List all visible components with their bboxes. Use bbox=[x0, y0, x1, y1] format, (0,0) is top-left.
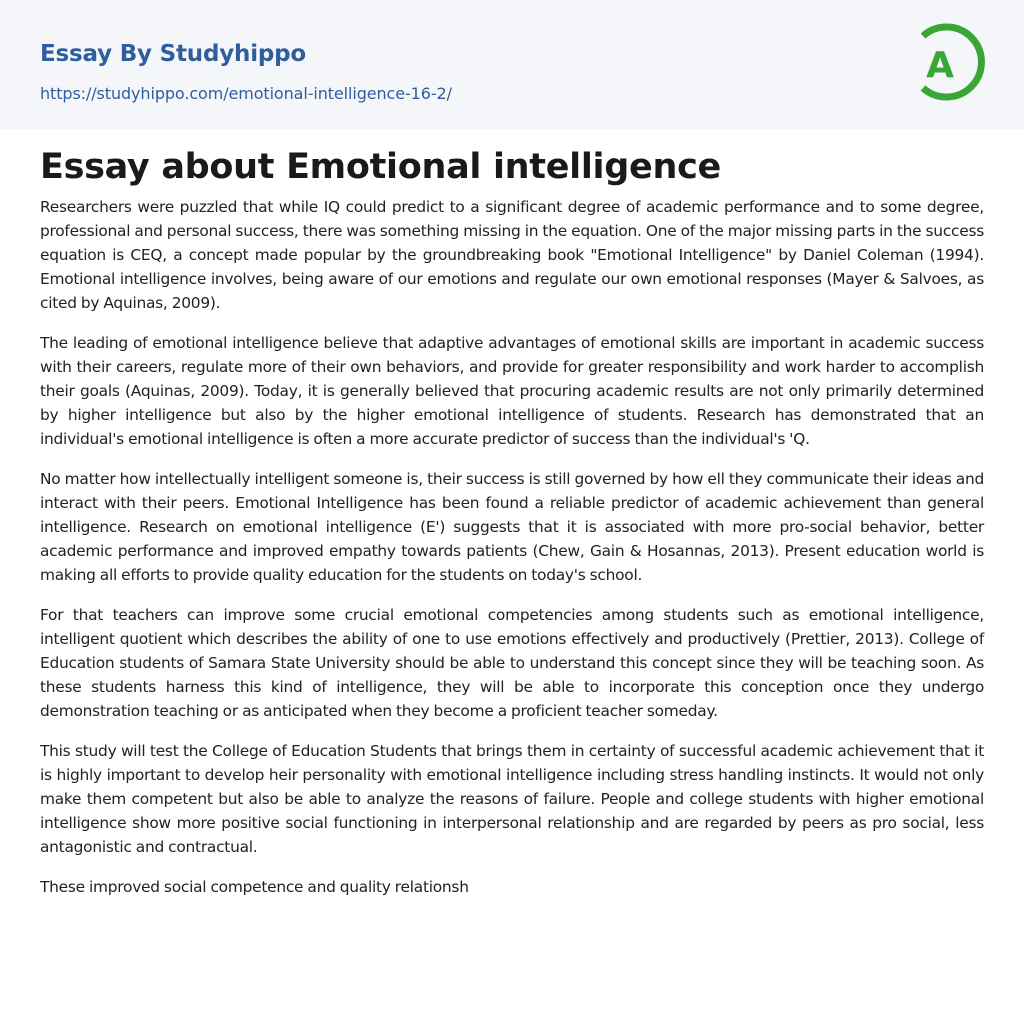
logo-letter: A bbox=[926, 45, 954, 86]
page-url-link[interactable]: https://studyhippo.com/emotional-intelligence-16-2/ bbox=[40, 84, 452, 103]
studyhippo-logo-icon[interactable] bbox=[910, 18, 988, 106]
article-title: Essay about Emotional intelligence bbox=[40, 147, 721, 187]
site-header bbox=[0, 0, 1024, 129]
article-paragraph-4: For that teachers can improve some crucial emotional competencies among students such as emotional intelligence, intelligent quotient which describes the ability of one to use emotions effectively and productively (Prettier, 2013). College of Education students of Samara State University should be able to understand this concept since they will be teaching soon. As these students harness this kind of intelligence, they will be able to incorporate this conception once they undergo demonstration teaching or as anticipated when they become a proficient teacher someday. bbox=[40, 606, 984, 720]
article-paragraph-3: No matter how intellectually intelligent someone is, their success is still governed by how ell they communicate their ideas and interact with their peers. Emotional Intelligence has been found a reliable predictor of academic achievement than general intelligence. Research on emotional intelligence (E') suggests that it is associated with more pro-social behavior, better academic performance and improved empathy towards patients (Chew, Gain & Hosannas, 2013). Present education world is making all efforts to provide quality education for the students on today's school. bbox=[40, 470, 984, 584]
article-paragraph-1: Researchers were puzzled that while IQ could predict to a significant degree of academic performance and to some degree, professional and personal success, there was something missing in the equation. One of the major missing parts in the success equation is CEQ, a concept made popular by the groundbreaking book "Emotional Intelligence" by Daniel Coleman (1994). Emotional intelligence involves, being aware of our emotions and regulate our own emotional responses (Mayer & Salvoes, as cited by Aquinas, 2009). bbox=[40, 198, 984, 312]
article-paragraph-5: This study will test the College of Education Students that brings them in certainty of successful academic achievement that it is highly important to develop heir personality with emotional intelligence including stress handling instincts. It would not only make them competent but also be able to analyze the reasons of failure. People and college students with higher emotional intelligence show more positive social functioning in interpersonal relationship and are regarded by peers as pro social, less antagonistic and contractual. bbox=[40, 742, 984, 856]
article-paragraph-6: These improved social competence and quality relationsh bbox=[40, 878, 469, 896]
site-brand[interactable]: Essay By Studyhippo bbox=[40, 41, 307, 67]
article-paragraph-2: The leading of emotional intelligence believe that adaptive advantages of emotional skills are important in academic success with their careers, regulate more of their own behaviors, and provide for greater responsibility and work harder to accomplish their goals (Aquinas, 2009). Today, it is generally believed that procuring academic results are not only primarily determined by higher intelligence but also by the higher emotional intelligence of students. Research has demonstrated that an individual's emotional intelligence is often a more accurate predictor of success than the individual's 'Q. bbox=[40, 334, 984, 448]
article bbox=[40, 144, 984, 915]
